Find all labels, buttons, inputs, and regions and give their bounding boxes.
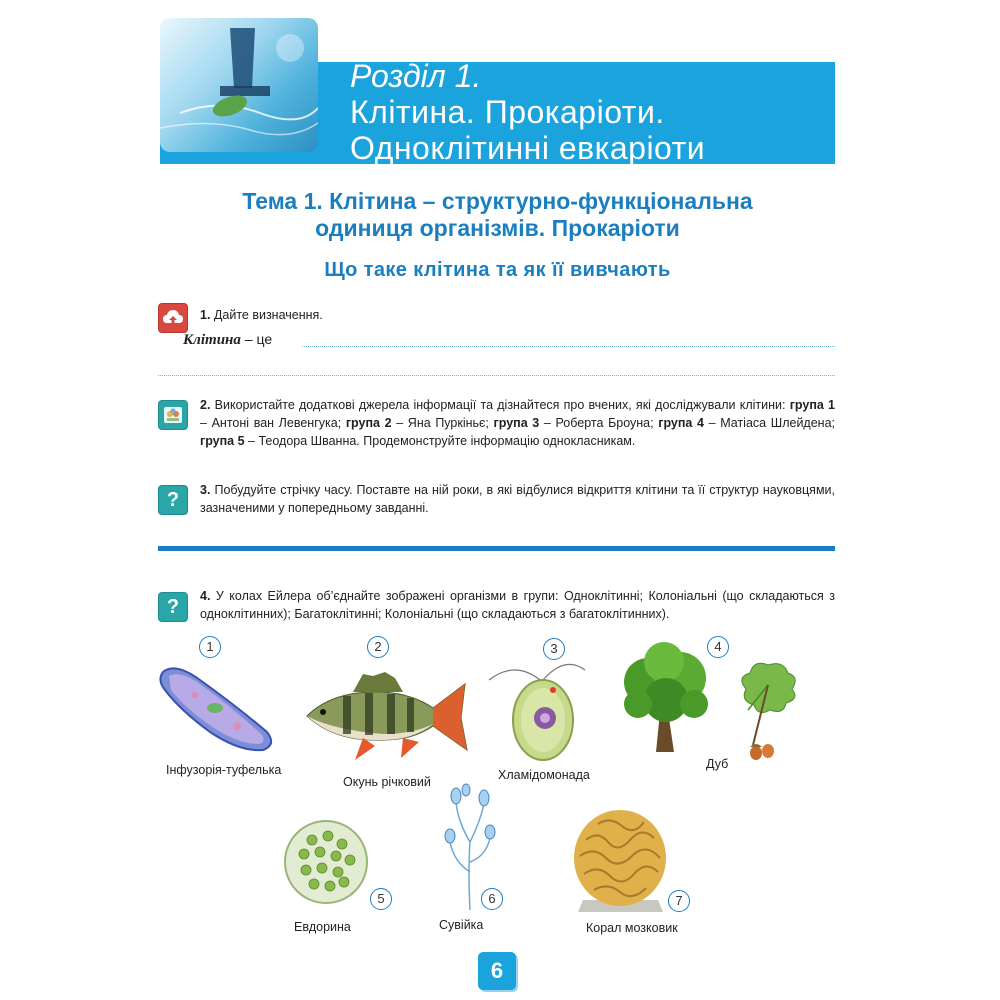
group-5-text: – Теодора Шванна. Продемонструйте інформацію однокласникам. — [244, 434, 636, 448]
chapter-title-line1: Клітина. Прокаріоти. — [350, 94, 665, 130]
chapter-title — [350, 58, 705, 166]
chapter-number: Розділ 1. — [350, 58, 482, 94]
perch-illustration — [303, 668, 471, 768]
brain-coral-illustration — [568, 800, 673, 915]
group-2-label: група 2 — [345, 416, 392, 430]
task-1-term: Клітина — [183, 332, 241, 348]
cloud-upload-icon — [158, 303, 188, 333]
organism-number: 4 — [707, 636, 729, 658]
question-icon: ? — [158, 485, 188, 515]
group-3-label: група 3 — [493, 416, 540, 430]
group-3-text: – Роберта Броуна; — [539, 416, 659, 430]
group-4-label: група 4 — [658, 416, 704, 430]
chlamydomonas-illustration — [485, 650, 595, 765]
organism-number: 5 — [370, 888, 392, 910]
oak-tree-illustration — [618, 642, 713, 760]
organism-label: Дуб — [706, 757, 729, 771]
organism-label: Корал мозковик — [586, 921, 678, 935]
task-3-text: Побудуйте стрічку часу. Поставте на ній роки, в які відбулися відкриття клітини та її структур науковцями, зазначеними у попередньому завданні. — [200, 483, 835, 515]
task-1-text: Дайте визначення. — [213, 308, 323, 322]
organism-number: 2 — [367, 636, 389, 658]
microscope-photo — [160, 18, 318, 152]
task-4-text: У колах Ейлера об’єднайте зображені організми в групи: Одноклітинні; Колоніальні (що складаються з одноклітинних); Багатоклітинні; Колоніальні (що складаються з багатоклітинних). — [200, 589, 835, 621]
task-1-dash: – це — [240, 331, 273, 347]
topic-title — [160, 188, 835, 242]
group-1-label: група 1 — [789, 398, 835, 412]
chapter-title-line2: Одноклітинні евкаріоти — [350, 130, 706, 166]
task-2-text — [200, 396, 835, 450]
topic-title-line2: одиниця організмів. Прокаріоти — [315, 215, 680, 241]
group-4-text: – Матіаса Шлейдена; — [703, 416, 836, 430]
organism-number: 1 — [199, 636, 221, 658]
oak-leaf-acorn-illustration — [728, 655, 803, 765]
section-divider — [158, 546, 835, 551]
eudorina-illustration — [282, 818, 370, 906]
task-1-prompt — [200, 306, 323, 324]
task-3-number: 3. — [200, 483, 211, 497]
task-1-number: 1. — [200, 308, 211, 322]
organism-number: 3 — [543, 638, 565, 660]
organism-label: Окунь річковий — [343, 775, 431, 789]
task-4-prompt — [200, 587, 835, 623]
paramecium-illustration — [155, 660, 280, 755]
task-4-number: 4. — [200, 589, 211, 603]
organism-label: Хламідомонада — [498, 768, 590, 782]
group-5-label: група 5 — [200, 434, 245, 448]
topic-title-line1: Тема 1. Клітина – структурно-функціональна — [242, 188, 753, 214]
subtopic-title: Що таке клітина та як її вивчають — [324, 259, 671, 281]
organism-label: Сувійка — [439, 918, 484, 932]
organism-label: Евдорина — [294, 920, 351, 934]
group-work-icon — [158, 400, 188, 430]
task-2-number: 2. — [200, 398, 211, 412]
answer-line-1[interactable] — [302, 346, 835, 347]
task-1-definition — [183, 331, 272, 349]
task-3-prompt — [200, 481, 835, 517]
answer-line-2[interactable] — [158, 375, 835, 376]
group-2-text: – Яна Пуркіньє; — [391, 416, 494, 430]
microscope-illustration — [160, 18, 318, 152]
group-1-text: – Антоні ван Левенгука; — [200, 416, 346, 430]
organism-number: 6 — [481, 888, 503, 910]
task-2-intro: Використайте додаткові джерела інформації та дізнайтеся про вчених, які досліджували клітини: — [214, 398, 790, 412]
page-number: 6 — [478, 952, 516, 990]
organism-label: Інфузорія-туфелька — [166, 763, 282, 777]
organism-number: 7 — [668, 890, 690, 912]
question-icon: ? — [158, 592, 188, 622]
